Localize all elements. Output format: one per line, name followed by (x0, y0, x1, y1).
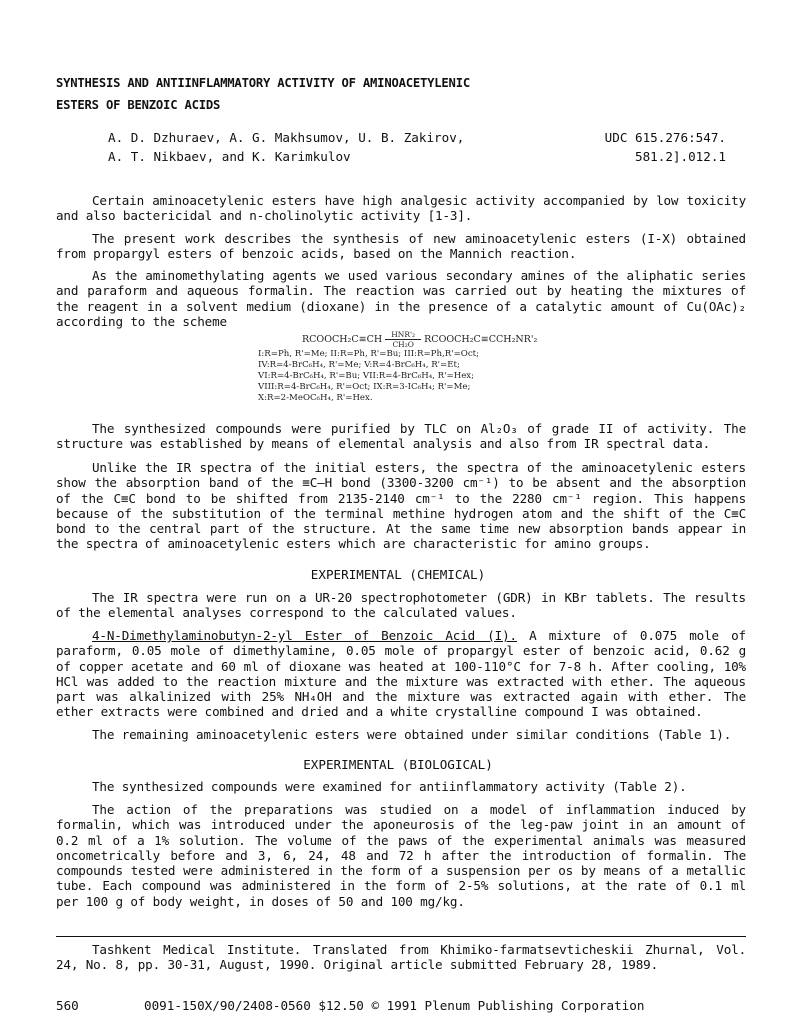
page-number: 560 (56, 998, 79, 1013)
footnote-divider (56, 936, 746, 937)
ir-spectra-paragraph: Unlike the IR spectra of the initial esters, the spectra of the aminoacetylenic esters show the absorption band of the ≡C–H bond (3300-3200 cm⁻¹) to be absent and the absorption of the C≡C bond to be shifted from 2135-2140 cm⁻¹ to the 2280 cm⁻¹ region. This happens because of the substitution of the terminal methine hydrogen atom and the shift of the C≡C bond to the central part of the structure. At the same time new absorption bands appear in the spectra of aminoacetylenic esters which are characteristic for amino groups. (56, 460, 746, 552)
product-formula: RCOOCH₂C≡CCH₂NR'₂ (424, 334, 538, 345)
scheme-substituent-row: IV:R=4-BrC₆H₄, R'=Me; V:R=4-BrC₆H₄, R'=Et; (258, 360, 460, 370)
reaction-scheme (258, 330, 558, 404)
ir-method-paragraph: The IR spectra were run on a UR-20 spectrophotometer (GDR) in KBr tablets. The results of the elemental analyses correspond to the calculated values. (56, 590, 746, 621)
scheme-substituent-row: I:R=Ph, R'=Me; II:R=Ph, R'=Bu; III:R=Ph,R'=Oct; (258, 349, 479, 359)
compound-i-paragraph (56, 628, 746, 720)
reagent-bottom: CH₂O (392, 340, 414, 349)
reagent-top: HNR'₂ (391, 330, 416, 339)
reaction-arrow (385, 330, 421, 349)
reactant-formula: RCOOCH₂C≡CH (302, 334, 383, 345)
publisher-code: 0091-150X/90/2408-0560 $12.50 © 1991 Plenum Publishing Corporation (144, 998, 645, 1013)
section-heading-chemical: EXPERIMENTAL (CHEMICAL) (310, 567, 486, 582)
section-heading-biological: EXPERIMENTAL (BIOLOGICAL) (303, 757, 493, 772)
purification-paragraph: The synthesized compounds were purified by TLC on Al₂O₃ of grade II of activity. The structure was established by means of elemental analysis and also from IR spectral data. (56, 421, 746, 452)
biological-intro-paragraph: The synthesized compounds were examined for antiinflammatory activity (Table 2). (92, 779, 687, 794)
article-title-line-1: SYNTHESIS AND ANTIINFLAMMATORY ACTIVITY OF AMINOACETYLENIC (56, 76, 470, 90)
scheme-substituent-row: VIII:R=4-BrC₆H₄, R'=Oct; IX:R=3-IC₆H₄; R'=Me; (258, 382, 471, 392)
author-line-2: A. T. Nikbaev, and K. Karimkulov (108, 149, 351, 164)
scheme-substituent-row: VI:R=4-BrC₆H₄, R'=Bu; VII:R=4-BrC₆H₄, R'=Hex; (258, 371, 475, 381)
udc-line-2: 581.2].012.1 (635, 149, 726, 164)
reaction-equation (302, 330, 558, 349)
udc-line-1: UDC 615.276:547. (604, 130, 726, 145)
article-title-line-2: ESTERS OF BENZOIC ACIDS (56, 98, 221, 112)
author-line-1: A. D. Dzhuraev, A. G. Makhsumov, U. B. Zakirov, (108, 130, 465, 145)
compound-i-title: 4-N-Dimethylaminobutyn-2-yl Ester of Benzoic Acid (I). (92, 628, 517, 643)
remaining-esters-paragraph: The remaining aminoacetylenic esters were obtained under similar conditions (Table 1). (92, 727, 732, 742)
intro-paragraph-3: As the aminomethylating agents we used various secondary amines of the aliphatic series and paraform and aqueous formalin. The reaction was carried out by heating the mixtures of the reagent in a solvent medium (dioxane) in the presence of a catalytic amount of Cu(OAc)₂ according to the scheme (56, 268, 746, 329)
udc-code (605, 128, 726, 166)
biological-method-paragraph: The action of the preparations was studied on a model of inflammation induced by formalin, which was introduced under the aponeurosis of the leg-paw joint in an amount of 0.2 ml of a 1% solution. The volume of the paws of the experimental animals was measured oncometrically before and 3, 6, 24, 48 and 72 h after the introduction of formalin. The compounds tested were administered in the form of a suspension per os by means of a metallic tube. Each compound was administered in the form of 2-5% solutions, at the rate of 0.1 ml per 100 g of body weight, in doses of 50 and 100 mg/kg. (56, 802, 746, 909)
footnote: Tashkent Medical Institute. Translated from Khimiko-farmatsevticheskii Zhurnal, Vol. 24, No. 8, pp. 30-31, August, 1990. Original article submitted February 28, 1989. (56, 942, 746, 973)
compound-i-body: A mixture of 0.075 mole of paraform, 0.05 mole of dimethylamine, 0.05 mole of propargyl ester of benzoic acid, 0.62 g of copper acetate and 60 ml of dioxane was heated at 100-110°C for 7-8 h. After cooling, 10% HCl was added to the reaction mixture and the mixture was extracted with ether. The aqueous part was alkalinized with 25% NH₄OH and the mixture was extracted again with ether. The ether extracts were combined and dried and a white crystalline compound I was obtained. (56, 628, 746, 720)
author-list (108, 128, 464, 166)
intro-paragraph-2: The present work describes the synthesis of new aminoacetylenic esters (I-X) obtained from propargyl esters of benzoic acids, based on the Mannich reaction. (56, 231, 746, 262)
scheme-substituent-row: X:R=2-MeOC₆H₄, R'=Hex. (258, 393, 373, 403)
intro-paragraph-1: Certain aminoacetylenic esters have high analgesic activity accompanied by low toxicity and also bactericidal and n-cholinolytic activity [1-3]. (56, 193, 746, 224)
